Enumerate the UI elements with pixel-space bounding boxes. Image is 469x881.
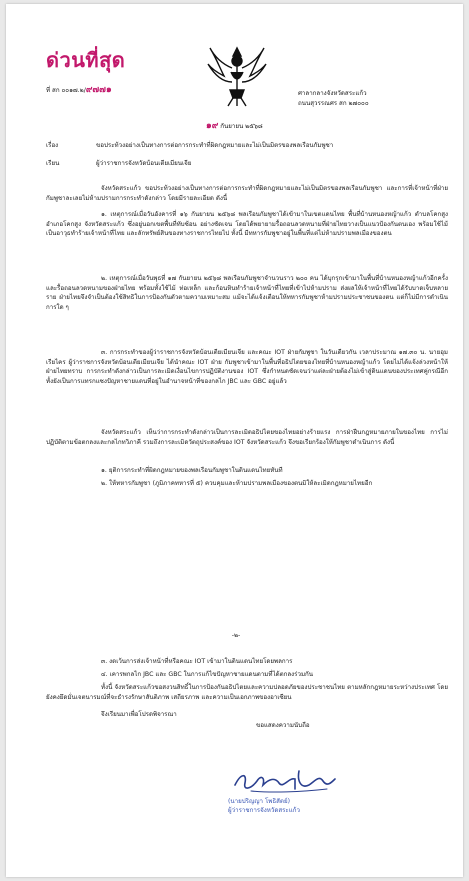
letter-page: [6, 4, 463, 877]
demand-intro-paragraph: จังหวัดสระแก้ว เห็นว่าการกระทำดังกล่าวเป็นการละเมิดอธิปไตยของไทยอย่างร้ายแรง การฝ่าฝืนกฎหมายภายในของไทย การไม่ปฏิบัติตามข้อตกลงและกลไกทวิภาคี รวมถึงการละเมิดวัตถุประสงค์ของ IOT จังหวัดสระแก้ว จึงขอเรียกร้องให้กัมพูชาดำเนินการ ดังนี้: [46, 429, 448, 446]
demand-item-2: ๒. ให้ทหารกัมพูชา (ภูมิภาคทหารที่ ๕) ควบคุมและห้ามปรามพลเมืองของตนมิให้ละเมิดกฎหมายไทยอีก: [101, 480, 373, 487]
office-address: [298, 89, 448, 108]
signatory-name: (นายปริญญา โพธิสัตย์): [228, 798, 290, 805]
recipient-text: ผู้ว่าราชการจังหวัดบ้อนเตียเมียนเจีย: [96, 160, 192, 167]
date-month-year: กันยายน ๒๕๖๘: [220, 123, 263, 130]
intro-paragraph: จังหวัดสระแก้ว ขอประท้วงอย่างเป็นทางการต่อการกระทำที่ผิดกฎหมายและไม่เป็นมิตรของพลเรือนกัมพูชา และการที่เจ้าหน้าที่ฝ่ายกัมพูชาละเลยไม่ห้ามปรามการกระทำดังกล่าว โดยมีรายละเอียด ดังนี้: [46, 185, 448, 202]
subject-text: ขอประท้วงอย่างเป็นทางการต่อการกระทำที่ผิดกฎหมายและไม่เป็นมิตรของพลเรือนกัมพูชา: [96, 142, 334, 149]
demand-item-3: ๓. งดเว้นการส่งเจ้าหน้าที่หรือคณะ IOT เข้ามาในดินแดนไทยโดยพลการ: [101, 658, 293, 665]
request-line: จึงเรียนมาเพื่อโปรดพิจารณา: [101, 711, 177, 718]
signatory-position: ผู้ว่าราชการจังหวัดสระแก้ว: [228, 807, 300, 814]
incident-paragraph-1: ๑. เหตุการณ์เมื่อวันอังคารที่ ๑๖ กันยายน ๒๕๖๘ พลเรือนกัมพูชาได้เข้ามาในเขตแดนไทย พื้นที่บ้านหนองหญ้าแก้ว ตำบลโคกสูง อำเภอโคกสูง จังหวัดสระแก้ว ซึ่งอยู่นอกเขตพื้นที่ทับซ้อน อย่างชัดเจน โดยได้พยายามรื้อถอนลวดหนามที่ฝ่ายไทยวางเป็นแนวป้องกันตนเอง พร้อมใช้ไม้เป็นอาวุธทำร้ายเจ้าหน้าที่ไทย และลักทรัพย์สินของทางราชการไทยไป ทั้งนี้ มีทหารกัมพูชาอยู่ในพื้นที่แต่ไม่ห้ามปรามพลเมืองของตน: [46, 211, 448, 237]
urgency-stamp: ด่วนที่สุด: [46, 48, 126, 72]
doc-number-prefix: ที่ สก ๐๐๑๗.๒/: [46, 87, 86, 94]
office-name: ศาลากลางจังหวัดสระแก้ว: [298, 90, 367, 97]
handwritten-signature: [231, 763, 341, 797]
subject-label: เรื่อง: [46, 142, 59, 149]
demand-item-4: ๔. เคารพกลไก JBC และ GBC ในการแก้ไขปัญหาชายแดนตามที่ได้ตกลงร่วมกัน: [101, 671, 314, 678]
document-number: [46, 86, 206, 96]
demand-item-1: ๑. ยุติการกระทำที่ผิดกฎหมายของพลเรือนกัมพูชาในดินแดนไทยทันที: [101, 467, 283, 474]
page-marker: -๒-: [231, 632, 241, 639]
closing-phrase: ขอแสดงความนับถือ: [256, 722, 310, 729]
date-day-handwritten: ๑๙: [206, 121, 219, 131]
garuda-emblem-icon: [206, 42, 268, 108]
incident-paragraph-3: ๓. การกระทำของผู้ว่าราชการจังหวัดบ้อนเตียเมียนเจีย และคณะ IOT ฝ่ายกัมพูชา ในวันเดียวกัน เวลาประมาณ ๑๗.๓๐ น. นายอุม เรียไคร ผู้ว่าราชการจังหวัดบ้อนเตียเมียนเจีย ได้นำคณะ IOT ฝ่าย กัมพูชาเข้ามาในพื้นที่อธิปไตยของไทยที่บ้านหนองหญ้าแก้ว โดยไม่ได้แจ้งล่วงหน้าให้ฝ่ายไทยทราบ การกระทำดังกล่าวเป็นการละเมิดเงื่อนไขการปฏิบัติงานของ IOT ซึ่งกำหนดชัดเจนว่าแต่ละฝ่ายต้องไม่เข้าสู่ดินแดนของประเทศคู่กรณีอีกทั้งยังเป็นการแทรกแซงปัญหาชายแดนที่อยู่ในอำนาจหน้าที่ของกลไก JBC และ GBC อยู่แล้ว: [46, 349, 448, 385]
recipient-label: เรียน: [46, 160, 60, 167]
conclusion-paragraph: ทั้งนี้ จังหวัดสระแก้วขอสงวนสิทธิ์ในการป้องกันอธิปไตยและความปลอดภัยของประชาชนไทย ตามหลักกฎหมายระหว่างประเทศ โดยยังคงยึดมั่นเจตนารมณ์ที่จะธำรงรักษาสันติภาพ เสถียรภาพ และความเป็นเอกภาพของอาเซียน: [46, 684, 448, 701]
incident-paragraph-2: ๒. เหตุการณ์เมื่อวันพุธที่ ๑๗ กันยายน ๒๕๖๘ พลเรือนกัมพูชาจำนวนราว ๒๐๐ คน ได้บุกรุกเข้ามาในพื้นที่บ้านหนองหญ้าแก้วอีกครั้ง และรื้อถอนลวดหนามของฝ่ายไทย พร้อมทั้งใช้ไม้ ท่อเหล็ก และก้อนหินทำร้ายเจ้าหน้าที่ไทยที่เข้าไปห้ามปราม ส่งผลให้เจ้าหน้าที่ไทยได้รับบาดเจ็บหลายราย ฝ่ายไทยจึงจำเป็นต้องใช้สิทธิในการป้องกันตัวตามความเหมาะสม แม้จะได้แจ้งเตือนให้ทหารกัมพูชาห้ามปรามประชาชนของตน แต่ก็ไม่มีการดำเนินการใด ๆ: [46, 275, 448, 311]
letter-date: [206, 122, 366, 132]
office-street: ถนนสุวรรณศร สก ๒๗๐๐๐: [298, 99, 369, 107]
doc-number-handwritten: ๙๗๗๑: [85, 85, 112, 95]
